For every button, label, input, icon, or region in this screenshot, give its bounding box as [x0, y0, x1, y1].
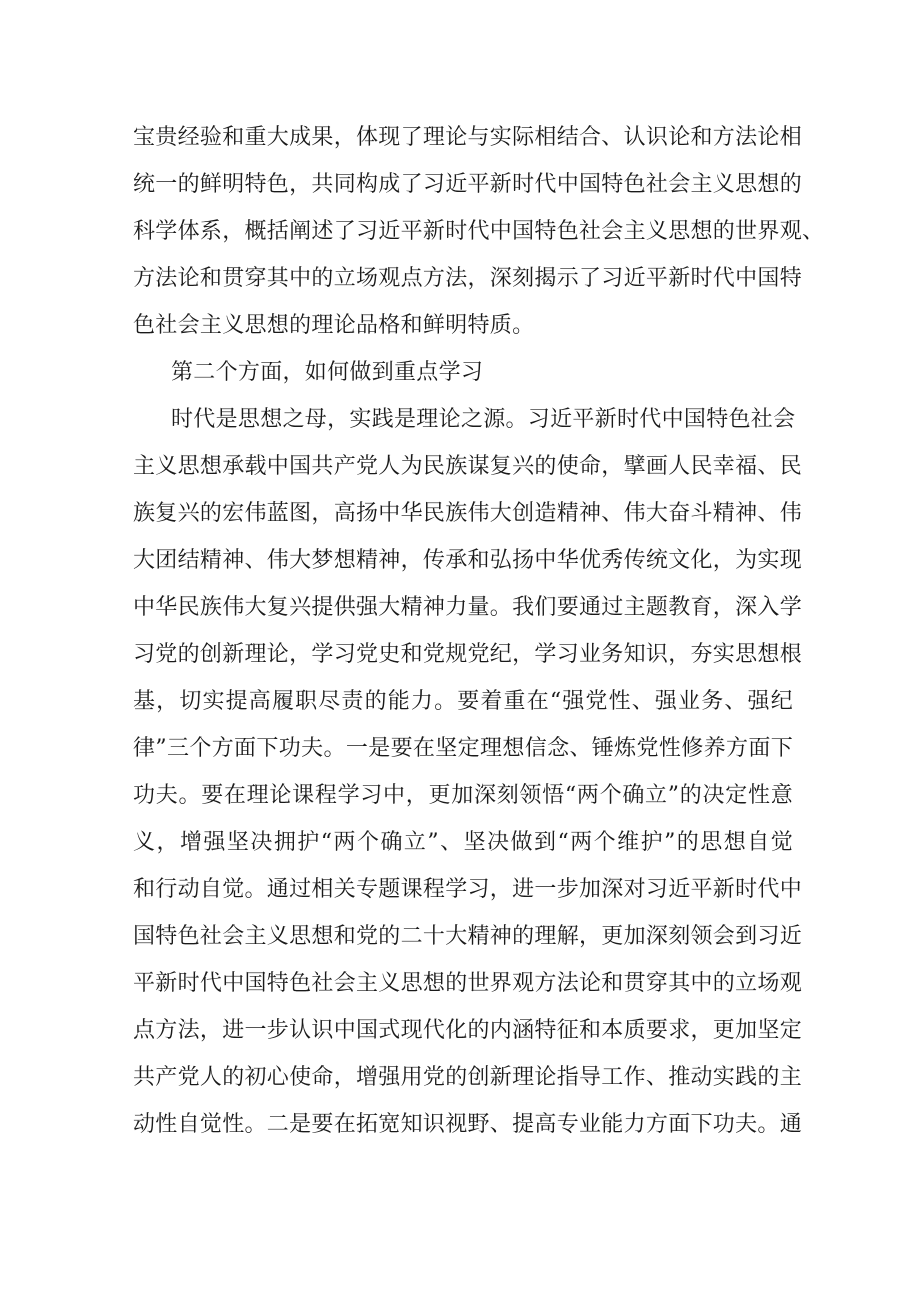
text-line: 宝贵经验和重大成果，体现了理论与实际相结合、认识论和方法论相: [133, 125, 803, 150]
text-line: 科学体系，概括阐述了习近平新时代中国特色社会主义思想的世界观、: [133, 219, 825, 244]
text-line: 统一的鲜明特色，共同构成了习近平新时代中国特色社会主义思想的: [133, 172, 803, 197]
text-line: 习党的创新理论，学习党史和党规党纪，学习业务知识，夯实思想根: [133, 642, 803, 667]
text-line: 大团结精神、伟大梦想精神，传承和弘扬中华优秀传统文化，为实现: [133, 548, 803, 573]
text-line: 共产党人的初心使命，增强用党的创新理论指导工作、推动实践的主: [133, 1065, 803, 1090]
text-line: 基，切实提高履职尽责的能力。要着重在“强党性、强业务、强纪: [133, 689, 793, 714]
text-line: 主义思想承载中国共产党人为民族谋复兴的使命，擘画人民幸福、民: [133, 454, 803, 479]
text-line: 律”三个方面下功夫。一是要在坚定理想信念、锤炼党性修养方面下: [133, 736, 793, 761]
text-line: 色社会主义思想的理论品格和鲜明特质。: [133, 313, 535, 338]
text-line: 平新时代中国特色社会主义思想的世界观方法论和贯穿其中的立场观: [133, 971, 803, 996]
paragraph-start-line: 时代是思想之母，实践是理论之源。习近平新时代中国特色社会: [171, 407, 796, 432]
paragraph-start-line: 第二个方面，如何做到重点学习: [171, 360, 484, 385]
text-line: 和行动自觉。通过相关专题课程学习，进一步加深对习近平新时代中: [133, 877, 803, 902]
text-line: 点方法，进一步认识中国式现代化的内涵特征和本质要求，更加坚定: [133, 1018, 803, 1043]
text-line: 族复兴的宏伟蓝图，高扬中华民族伟大创造精神、伟大奋斗精神、伟: [133, 501, 803, 526]
text-line: 方法论和贯穿其中的立场观点方法，深刻揭示了习近平新时代中国特: [133, 266, 803, 291]
text-line: 功夫。要在理论课程学习中，更加深刻领悟“两个确立”的决定性意: [133, 783, 793, 808]
text-line: 动性自觉性。二是要在拓宽知识视野、提高专业能力方面下功夫。通: [133, 1112, 803, 1137]
document-body: [133, 114, 825, 1148]
text-line: 义，增强坚决拥护“两个确立”、坚决做到“两个维护”的思想自觉: [133, 830, 793, 855]
text-line: 国特色社会主义思想和党的二十大精神的理解，更加深刻领会到习近: [133, 924, 803, 949]
text-line: 中华民族伟大复兴提供强大精神力量。我们要通过主题教育，深入学: [133, 595, 803, 620]
